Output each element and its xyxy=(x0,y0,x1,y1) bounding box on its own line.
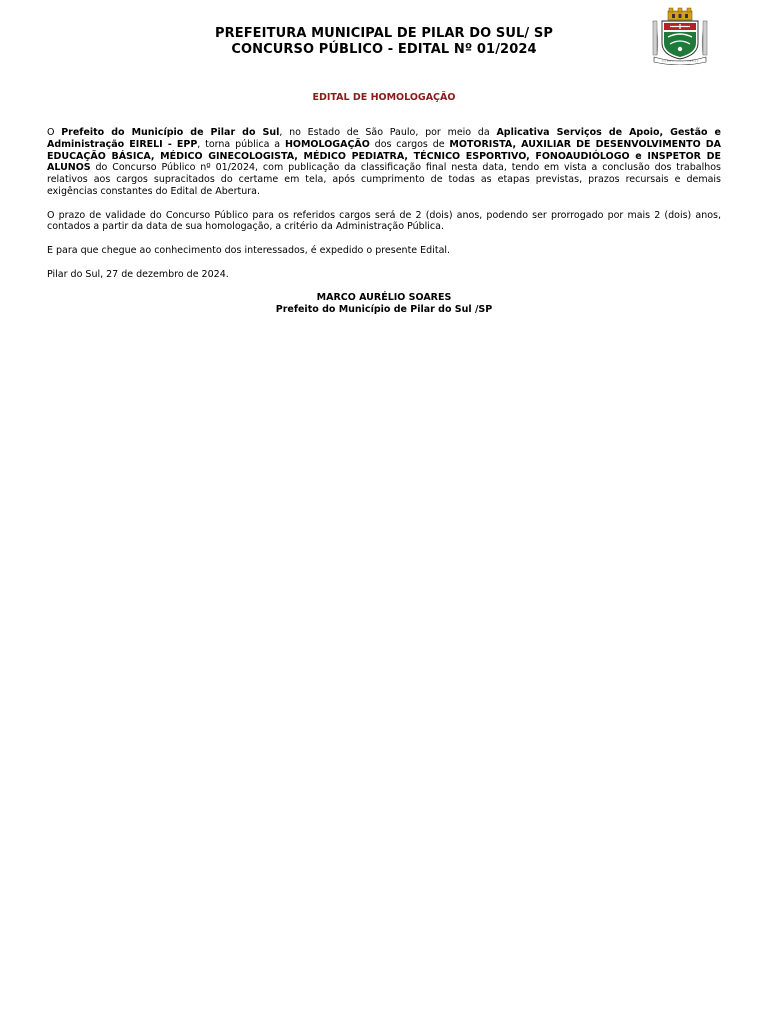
header-subtitle: CONCURSO PÚBLICO - EDITAL Nº 01/2024 xyxy=(231,42,537,57)
signatory-role: Prefeito do Município de Pilar do Sul /SP xyxy=(275,303,493,315)
p1-text-1: O xyxy=(47,127,62,138)
p1-text-5: do Concurso Público nº 01/2024, com publicação da classificação final nesta data, tendo em vista a conclusão dos trabalhos relativos aos cargos supracitados do certame em tela, após cumprimento de todas as etapas previstas, prazos recursais e demais exigências constantes do Edital de Abertura. xyxy=(47,162,721,197)
p1-text-2: , no Estado de São Paulo, por meio da xyxy=(279,127,497,138)
document-title: EDITAL DE HOMOLOGAÇÃO xyxy=(312,92,456,103)
coat-of-arms-icon xyxy=(648,7,712,65)
p1-text-3: , torna pública a xyxy=(197,138,285,150)
p1-bold-company: Aplicativa Serviços de Apoio, Gestão e Administração EIRELI - EPP xyxy=(47,127,721,150)
paragraph-homologation xyxy=(47,127,721,198)
date-line: Pilar do Sul, 27 de dezembro de 2024. xyxy=(47,268,229,280)
p1-text-4: dos cargos de xyxy=(369,138,450,150)
p1-bold-homologation: HOMOLOGAÇÃO xyxy=(284,138,370,150)
p1-bold-positions: MOTORISTA, AUXILIAR DE DESENVOLVIMENTO DA EDUCAÇÃO BÁSICA, MÉDICO GINECOLOGISTA, MÉDICO PEDIATRA, TÉCNICO ESPORTIVO, FONOAUDIÓLOGO e INSPETOR DE ALUNOS xyxy=(47,138,721,174)
header-title: PREFEITURA MUNICIPAL DE PILAR DO SUL/ SP xyxy=(214,26,553,41)
signature-block xyxy=(0,292,768,316)
paragraph-publication: E para que chegue ao conhecimento dos interessados, é expedido o presente Edital. xyxy=(47,244,451,256)
document-body xyxy=(47,127,721,292)
signatory-name: MARCO AURÉLIO SOARES xyxy=(316,292,452,303)
p1-bold-mayor: Prefeito do Município de Pilar do Sul xyxy=(61,127,280,138)
paragraph-validity: O prazo de validade do Concurso Público para os referidos cargos será de 2 (dois) anos, podendo ser prorrogado por mais 2 (dois) anos, contados a partir da data de sua homologação, a critério da Administração Pública. xyxy=(47,209,721,233)
